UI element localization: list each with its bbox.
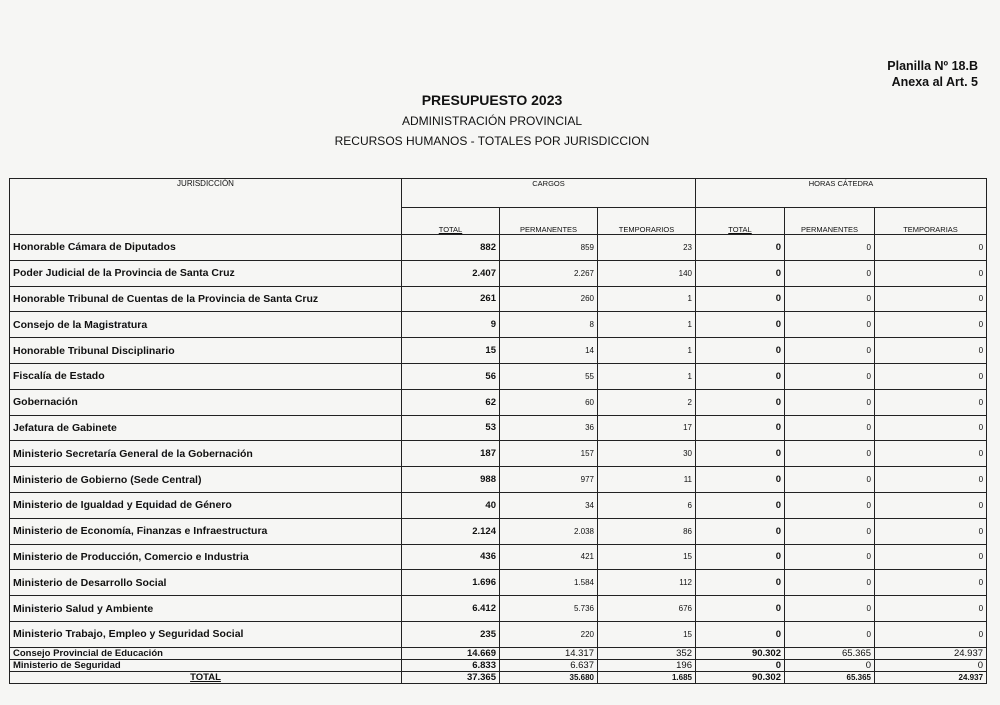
table-row	[10, 235, 987, 261]
table-row	[10, 647, 987, 659]
cell-jurisdiccion: Consejo Provincial de Educación	[10, 647, 402, 659]
planilla-number: Planilla Nº 18.B	[887, 59, 978, 73]
cell-cargos-permanentes: 157	[500, 441, 598, 467]
cell-cargos-permanentes: 6.637	[500, 659, 598, 671]
cell-cargos-permanentes: 977	[500, 467, 598, 493]
table-row	[10, 389, 987, 415]
table-row	[10, 312, 987, 338]
cell-cargos-temporarios: 86	[598, 518, 696, 544]
cell-horas-temporarias: 0	[875, 621, 987, 647]
cell-horas-total: 90.302	[696, 671, 785, 683]
cell-horas-total: 90.302	[696, 647, 785, 659]
document-section-title: RECURSOS HUMANOS - TOTALES POR JURISDICCION	[334, 134, 650, 148]
cell-horas-temporarias: 0	[875, 518, 987, 544]
cell-horas-temporarias: 0	[875, 338, 987, 364]
cell-horas-temporarias: 24.937	[875, 647, 987, 659]
cell-cargos-total: 37.365	[402, 671, 500, 683]
document-title: PRESUPUESTO 2023	[421, 92, 563, 108]
cell-jurisdiccion: Poder Judicial de la Provincia de Santa Cruz	[10, 260, 402, 286]
cell-cargos-total: 988	[402, 467, 500, 493]
cell-horas-total: 0	[696, 235, 785, 261]
total-row	[10, 671, 987, 683]
table-row	[10, 467, 987, 493]
document-titles	[0, 92, 1000, 148]
cell-horas-total: 0	[696, 621, 785, 647]
cell-cargos-permanentes: 220	[500, 621, 598, 647]
cell-cargos-permanentes: 2.267	[500, 260, 598, 286]
cell-cargos-permanentes: 60	[500, 389, 598, 415]
table-row	[10, 596, 987, 622]
cell-cargos-temporarios: 352	[598, 647, 696, 659]
cell-horas-permanentes: 0	[785, 363, 875, 389]
cell-cargos-permanentes: 55	[500, 363, 598, 389]
cell-horas-temporarias: 0	[875, 596, 987, 622]
table-row	[10, 544, 987, 570]
cell-horas-permanentes: 0	[785, 518, 875, 544]
cell-cargos-temporarios: 11	[598, 467, 696, 493]
cell-jurisdiccion: Ministerio de Economía, Finanzas e Infraestructura	[10, 518, 402, 544]
cell-horas-temporarias: 0	[875, 312, 987, 338]
cell-cargos-temporarios: 1	[598, 312, 696, 338]
cell-cargos-permanentes: 2.038	[500, 518, 598, 544]
cell-cargos-total: 62	[402, 389, 500, 415]
cell-cargos-temporarios: 676	[598, 596, 696, 622]
table-row	[10, 286, 987, 312]
cell-horas-permanentes: 0	[785, 260, 875, 286]
cell-horas-total: 0	[696, 659, 785, 671]
header-cargos: CARGOS	[402, 179, 696, 208]
cell-jurisdiccion: Ministerio Trabajo, Empleo y Seguridad Social	[10, 621, 402, 647]
cell-cargos-temporarios: 23	[598, 235, 696, 261]
planilla-label	[887, 58, 978, 90]
cell-horas-permanentes: 0	[785, 659, 875, 671]
cell-jurisdiccion: Consejo de la Magistratura	[10, 312, 402, 338]
jurisdiction-table	[9, 178, 987, 684]
cell-jurisdiccion: Ministerio Secretaría General de la Gobernación	[10, 441, 402, 467]
cell-jurisdiccion: TOTAL	[10, 671, 402, 683]
cell-jurisdiccion: Ministerio de Igualdad y Equidad de Género	[10, 492, 402, 518]
cell-horas-total: 0	[696, 518, 785, 544]
cell-cargos-total: 53	[402, 415, 500, 441]
cell-cargos-temporarios: 196	[598, 659, 696, 671]
cell-cargos-temporarios: 2	[598, 389, 696, 415]
cell-horas-total: 0	[696, 338, 785, 364]
cell-cargos-permanentes: 260	[500, 286, 598, 312]
cell-cargos-permanentes: 1.584	[500, 570, 598, 596]
cell-cargos-total: 6.833	[402, 659, 500, 671]
header-horas-total: TOTAL	[696, 208, 785, 235]
header-horas-temporarias: TEMPORARIAS	[875, 208, 987, 235]
cell-cargos-total: 436	[402, 544, 500, 570]
planilla-annex: Anexa al Art. 5	[891, 75, 978, 89]
cell-cargos-temporarios: 1	[598, 363, 696, 389]
cell-horas-permanentes: 0	[785, 596, 875, 622]
cell-horas-temporarias: 0	[875, 363, 987, 389]
cell-cargos-permanentes: 14.317	[500, 647, 598, 659]
cell-horas-permanentes: 0	[785, 415, 875, 441]
cell-horas-total: 0	[696, 260, 785, 286]
cell-jurisdiccion: Honorable Cámara de Diputados	[10, 235, 402, 261]
cell-cargos-total: 1.696	[402, 570, 500, 596]
cell-horas-temporarias: 0	[875, 235, 987, 261]
cell-horas-total: 0	[696, 441, 785, 467]
table-row	[10, 570, 987, 596]
cell-horas-temporarias: 0	[875, 659, 987, 671]
cell-cargos-total: 56	[402, 363, 500, 389]
cell-cargos-temporarios: 6	[598, 492, 696, 518]
cell-horas-total: 0	[696, 596, 785, 622]
cell-horas-permanentes: 0	[785, 235, 875, 261]
cell-horas-total: 0	[696, 415, 785, 441]
cell-cargos-temporarios: 30	[598, 441, 696, 467]
table-row	[10, 492, 987, 518]
cell-jurisdiccion: Honorable Tribunal Disciplinario	[10, 338, 402, 364]
cell-horas-temporarias: 0	[875, 415, 987, 441]
header-cargos-total: TOTAL	[402, 208, 500, 235]
cell-horas-temporarias: 0	[875, 286, 987, 312]
cell-jurisdiccion: Ministerio de Desarrollo Social	[10, 570, 402, 596]
cell-cargos-total: 2.407	[402, 260, 500, 286]
cell-cargos-temporarios: 140	[598, 260, 696, 286]
document-subtitle: ADMINISTRACIÓN PROVINCIAL	[401, 114, 583, 128]
cell-cargos-total: 9	[402, 312, 500, 338]
cell-horas-permanentes: 0	[785, 389, 875, 415]
cell-cargos-total: 2.124	[402, 518, 500, 544]
cell-horas-total: 0	[696, 544, 785, 570]
cell-horas-permanentes: 0	[785, 441, 875, 467]
cell-horas-total: 0	[696, 492, 785, 518]
cell-horas-permanentes: 0	[785, 544, 875, 570]
cell-horas-temporarias: 0	[875, 441, 987, 467]
cell-horas-temporarias: 0	[875, 570, 987, 596]
cell-jurisdiccion: Jefatura de Gabinete	[10, 415, 402, 441]
header-jurisdiccion: JURISDICCIÓN	[10, 179, 402, 235]
cell-cargos-total: 235	[402, 621, 500, 647]
cell-cargos-temporarios: 17	[598, 415, 696, 441]
header-horas-permanentes: PERMANENTES	[785, 208, 875, 235]
cell-horas-total: 0	[696, 467, 785, 493]
cell-horas-total: 0	[696, 312, 785, 338]
cell-cargos-permanentes: 35.680	[500, 671, 598, 683]
header-cargos-temporarios: TEMPORARIOS	[598, 208, 696, 235]
cell-cargos-total: 187	[402, 441, 500, 467]
cell-cargos-permanentes: 5.736	[500, 596, 598, 622]
cell-cargos-permanentes: 421	[500, 544, 598, 570]
cell-cargos-temporarios: 1.685	[598, 671, 696, 683]
cell-horas-permanentes: 0	[785, 467, 875, 493]
cell-horas-permanentes: 0	[785, 312, 875, 338]
cell-horas-temporarias: 0	[875, 260, 987, 286]
cell-cargos-temporarios: 15	[598, 621, 696, 647]
table-row	[10, 441, 987, 467]
cell-cargos-permanentes: 14	[500, 338, 598, 364]
cell-jurisdiccion: Ministerio Salud y Ambiente	[10, 596, 402, 622]
cell-horas-total: 0	[696, 286, 785, 312]
cell-horas-permanentes: 0	[785, 621, 875, 647]
cell-horas-total: 0	[696, 570, 785, 596]
cell-cargos-total: 261	[402, 286, 500, 312]
table-row	[10, 659, 987, 671]
table-row	[10, 338, 987, 364]
cell-cargos-total: 15	[402, 338, 500, 364]
cell-jurisdiccion: Gobernación	[10, 389, 402, 415]
table-row	[10, 518, 987, 544]
cell-cargos-temporarios: 15	[598, 544, 696, 570]
cell-jurisdiccion: Ministerio de Producción, Comercio e Industria	[10, 544, 402, 570]
table-row	[10, 260, 987, 286]
cell-jurisdiccion: Fiscalía de Estado	[10, 363, 402, 389]
cell-horas-temporarias: 0	[875, 544, 987, 570]
cell-cargos-total: 882	[402, 235, 500, 261]
table-row	[10, 363, 987, 389]
cell-horas-permanentes: 65.365	[785, 671, 875, 683]
cell-horas-temporarias: 0	[875, 492, 987, 518]
cell-cargos-total: 14.669	[402, 647, 500, 659]
cell-cargos-permanentes: 8	[500, 312, 598, 338]
cell-horas-permanentes: 0	[785, 338, 875, 364]
cell-jurisdiccion: Ministerio de Gobierno (Sede Central)	[10, 467, 402, 493]
table-row	[10, 415, 987, 441]
cell-horas-permanentes: 0	[785, 570, 875, 596]
cell-cargos-temporarios: 112	[598, 570, 696, 596]
cell-cargos-total: 6.412	[402, 596, 500, 622]
cell-horas-temporarias: 0	[875, 389, 987, 415]
table-row	[10, 621, 987, 647]
cell-cargos-permanentes: 34	[500, 492, 598, 518]
cell-cargos-total: 40	[402, 492, 500, 518]
cell-horas-total: 0	[696, 363, 785, 389]
cell-cargos-permanentes: 36	[500, 415, 598, 441]
cell-horas-temporarias: 24.937	[875, 671, 987, 683]
header-cargos-permanentes: PERMANENTES	[500, 208, 598, 235]
cell-horas-temporarias: 0	[875, 467, 987, 493]
cell-jurisdiccion: Ministerio de Seguridad	[10, 659, 402, 671]
cell-cargos-temporarios: 1	[598, 338, 696, 364]
cell-jurisdiccion: Honorable Tribunal de Cuentas de la Provincia de Santa Cruz	[10, 286, 402, 312]
cell-horas-permanentes: 0	[785, 492, 875, 518]
cell-cargos-permanentes: 859	[500, 235, 598, 261]
cell-cargos-temporarios: 1	[598, 286, 696, 312]
cell-horas-permanentes: 65.365	[785, 647, 875, 659]
cell-horas-total: 0	[696, 389, 785, 415]
header-horas-catedra: HORAS CÁTEDRA	[696, 179, 987, 208]
cell-horas-permanentes: 0	[785, 286, 875, 312]
